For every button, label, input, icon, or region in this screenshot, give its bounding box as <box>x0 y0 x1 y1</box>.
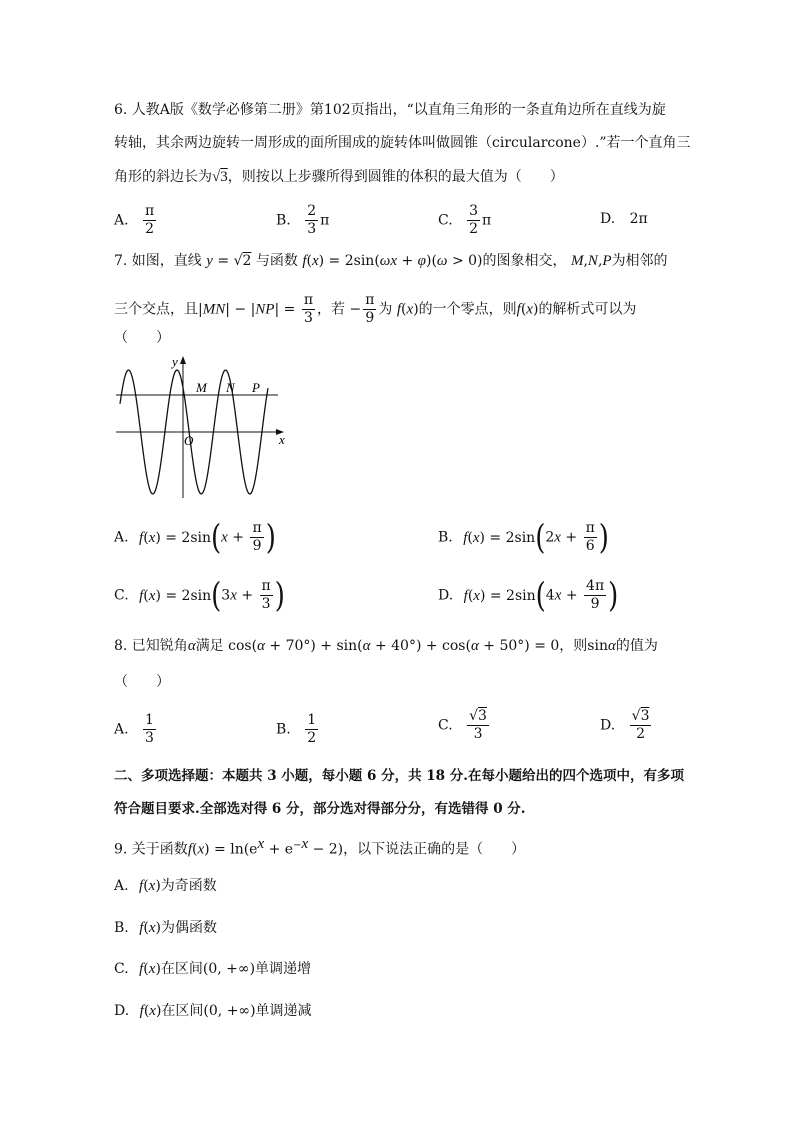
section-2-line-2: 符合题目要求.全部选对得 6 分，部分选对得部分分，有选错得 0 分. <box>114 801 526 817</box>
q6-option-b[interactable]: B. $\frac{2}{3}$ π <box>276 203 330 237</box>
q7-label-p: P <box>252 380 260 395</box>
q7-graph <box>112 352 292 502</box>
q9-option-a[interactable]: A. f(x)为奇函数 <box>114 878 217 894</box>
q7-label-y: y <box>172 354 178 369</box>
q7-label-n: N <box>226 380 235 395</box>
q7-option-a[interactable]: A. f(x) = 2sin(x + $\frac{\pi}{9}$ ) <box>114 518 276 557</box>
q7-line-2: 三个交点，且|MN| − |NP| = $\frac{\pi}{3}$ ，若 − $\frac{\pi}{9}$ 为 f(x)的一个零点，则f(x)的解析式可以为 <box>114 292 637 326</box>
q6-option-d[interactable]: D. 2π <box>600 211 648 227</box>
q8-line-1: 8. 已知锐角α满足 cos(α + 70°) + sin(α + 40°) + cos(α + 50°) = 0，则sinα的值为 <box>114 638 658 654</box>
q6-option-a[interactable]: A. $\frac{\pi}{2}$ <box>114 203 155 237</box>
q8-option-c[interactable]: C. $\frac{√3}{3}$ <box>438 708 487 742</box>
q9-option-d[interactable]: D. f(x)在区间(0, +∞)单调递减 <box>114 1003 312 1019</box>
q8-option-d[interactable]: D. $\frac{√3}{2}$ <box>600 708 650 742</box>
q7-y-arrow <box>180 356 186 364</box>
q7-label-o: O <box>184 433 194 448</box>
q6-line-1: 6. 人教A版《数学必修第二册》第102页指出，“以直角三角形的一条直角边所在直线为旋 <box>114 102 666 118</box>
q9-option-b[interactable]: B. f(x)为偶函数 <box>114 920 217 936</box>
q8-line-2: （ ） <box>114 674 170 690</box>
q8-option-b[interactable]: B. $\frac{1}{2}$ <box>276 712 317 746</box>
q9-line-1: 9. 关于函数$f(x) = \ln(e^x + e^{-x} - 2)$，以下说法正确的是（ ） <box>114 836 526 858</box>
q9-option-c[interactable]: C. f(x)在区间(0, +∞)单调递增 <box>114 961 312 977</box>
q8-option-a[interactable]: A. $\frac{1}{3}$ <box>114 712 154 746</box>
q7-label-m: M <box>196 380 207 395</box>
q7-option-d[interactable]: D. f(x) = 2sin(4x + $\frac{4\pi}{9}$ ) <box>438 576 619 615</box>
q7-line-3: （ ） <box>114 330 170 346</box>
q7-option-b[interactable]: B. f(x) = 2sin(2x + $\frac{\pi}{6}$ ) <box>438 518 609 557</box>
q7-line-1: 7. 如图，直线 y = √2 与函数 f(x) = 2sin(ωx + φ)(ω > 0)的图象相交， M,N,P为相邻的 <box>114 253 668 269</box>
section-2-line-1: 二、多项选择题：本题共 3 小题，每小题 6 分，共 18 分.在每小题给出的四个选项中，有多项 <box>114 768 684 784</box>
q7-label-x: x <box>279 432 285 447</box>
q7-option-c[interactable]: C. f(x) = 2sin(3x + $\frac{\pi}{3}$ ) <box>114 576 285 615</box>
q6-option-c[interactable]: C. $\frac{3}{2}$ π <box>438 203 492 237</box>
q6-line-2: 转轴，其余两边旋转一周形成的面所围成的旋转体叫做圆锥（circularcone）.”若一个直角三 <box>114 135 691 151</box>
q6-line-3: 角形的斜边长为√3，则按以上步骤所得到圆锥的体积的最大值为（ ） <box>114 169 564 185</box>
